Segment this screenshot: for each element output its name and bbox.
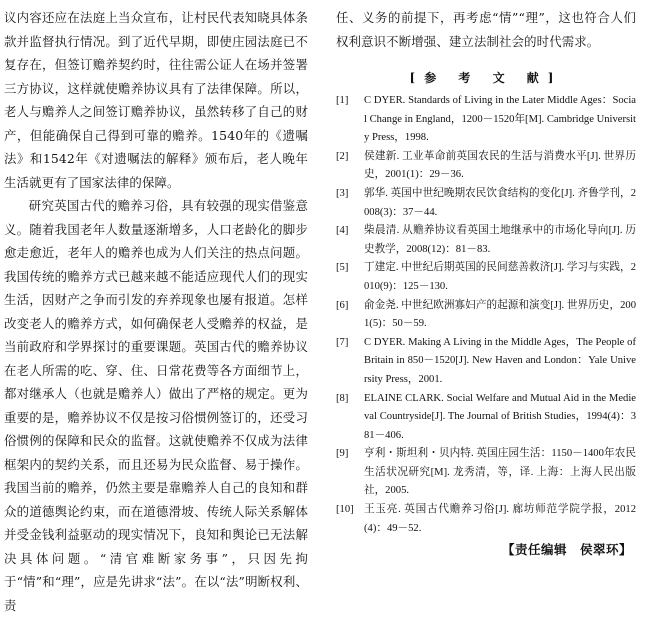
reference-number: [6] [336, 299, 349, 311]
reference-text: 王玉亮. 英国古代赡养习俗[J]. 廊坊师范学院学报，2012(4)：49－52. [364, 504, 636, 534]
reference-item [336, 259, 636, 296]
reference-item [336, 390, 636, 446]
reference-item [336, 185, 636, 222]
reference-list [336, 92, 636, 538]
body-paragraph-1: 议内容还应在法庭上当众宣布，让村民代表知晓具体条款并监督执行情况。到了近代早期，即使庄园法庭已不复存在，但签订赡养契约时，往往需公证人在场并签署三方协议，这样就使赡养协议具有了法律保障。所以，老人与赡养人之间签订赡养协议，虽然转移了自己的财产，但能确保自己得到可靠的赡养。1540年的《遗嘱法》和1542年《对遗嘱法的解释》颁布后，老人晚年生活就更有了国家法律的保障。 [4, 10, 308, 190]
reference-number: [4] [336, 225, 349, 237]
reference-number: [2] [336, 150, 349, 162]
responsible-editor-line: 【责任编辑 侯翠环】 [501, 542, 632, 557]
reference-text: 俞金尧. 中世纪欧洲寡妇产的起源和演变[J]. 世界历史，2001(5)：50－59. [364, 299, 636, 330]
reference-item [336, 445, 636, 501]
reference-number: [7] [336, 336, 349, 348]
reference-number: [1] [336, 95, 349, 106]
continuation-text-block [336, 6, 636, 53]
reference-text: 郭华. 英国中世纪晚期农民饮食结构的变化[J]. 齐鲁学刊，2008(3)：37－44. [364, 187, 636, 218]
reference-text: 柴晨清. 从赡养协议看英国土地继承中的市场化导向[J]. 历史教学，2008(12)：81－83. [364, 225, 636, 255]
reference-text: ELAINE CLARK. Social Welfare and Mutual Aid in the Medieval Countryside[J]. The Journal of British Studies，1994(4)：381－406. [364, 392, 636, 441]
reference-item [336, 297, 636, 334]
body-paragraph-2: 研究英国古代的赡养习俗，具有较强的现实借鉴意义。随着我国老年人数量逐渐增多，人口老龄化的脚步愈走愈近，老年人的赡养也成为人们关注的热点问题。我国传统的赡养方式已越来越不能适应现代人们的现实生活，因财产之争而引发的弃养现象也屡有报道。怎样改变老人的赡养方式，如何确保老人受赡养的权益，是当前政府和学界探讨的重要课题。英国古代的赡养协议在老人所需的吃、穿、住、日常花费等各方面细节上，都对继承人（也就是赡养人）做出了严格的规定。更为重要的是，赡养协议不仅是按习俗惯例签订的，还受习俗惯例的保障和民众的监督。这就使赡养不仅成为法律框架内的契约关系，而且还易为民众监督、易于操作。我国当前的赡养，仍然主要是靠赡养人自己的良知和群众的道德舆论约束，而在道德滑坡、传统人际关系解体并受金钱利益驱动的现实情况下，良知和舆论已无法解决具体问题。“清官难断家务事”，只因先拘于“情”和“理”，应是先讲求“法”。在以“法”明断权利、责 [4, 198, 308, 613]
reference-number: [3] [336, 187, 349, 199]
continuation-paragraph: 任、义务的前提下，再考虑“情”“理”，这也符合人们权利意识不断增强、建立法制社会的时代需求。 [336, 10, 636, 49]
reference-number: [8] [336, 392, 349, 404]
reference-text: C DYER. Standards of Living in the Later Middle Ages：Social Change in England，1200－1520年[M]. Cambridge University Press，1998. [364, 95, 636, 144]
reference-text: C DYER. Making A Living in the Middle Ages，The People of Britain in 850－1520[J]. New Haven and London：Yale University Press，2001. [364, 336, 636, 385]
reference-item [336, 222, 636, 259]
reference-text: 丁建定. 中世纪后期英国的民间慈善救济[J]. 学习与实践，2010(9)：125－130. [364, 262, 636, 292]
reference-number: [5] [336, 262, 349, 274]
reference-text: 侯建新. 工业革命前英国农民的生活与消费水平[J]. 世界历史，2001(1)：29－36. [364, 150, 636, 181]
reference-text: 亨利・斯坦利・贝内特. 英国庄园生活：1150－1400年农民生活状况研究[M]. 龙秀清，等，译. 上海：上海人民出版社，2005. [364, 448, 636, 497]
reference-item [336, 334, 636, 390]
reference-item [336, 148, 636, 185]
reference-number: [10] [336, 504, 354, 516]
left-column [4, 6, 308, 617]
reference-item [336, 92, 636, 148]
reference-number: [9] [336, 448, 349, 460]
right-column [336, 6, 636, 538]
reference-item [336, 501, 636, 538]
references-heading: [参 考 文 献] [409, 71, 563, 85]
